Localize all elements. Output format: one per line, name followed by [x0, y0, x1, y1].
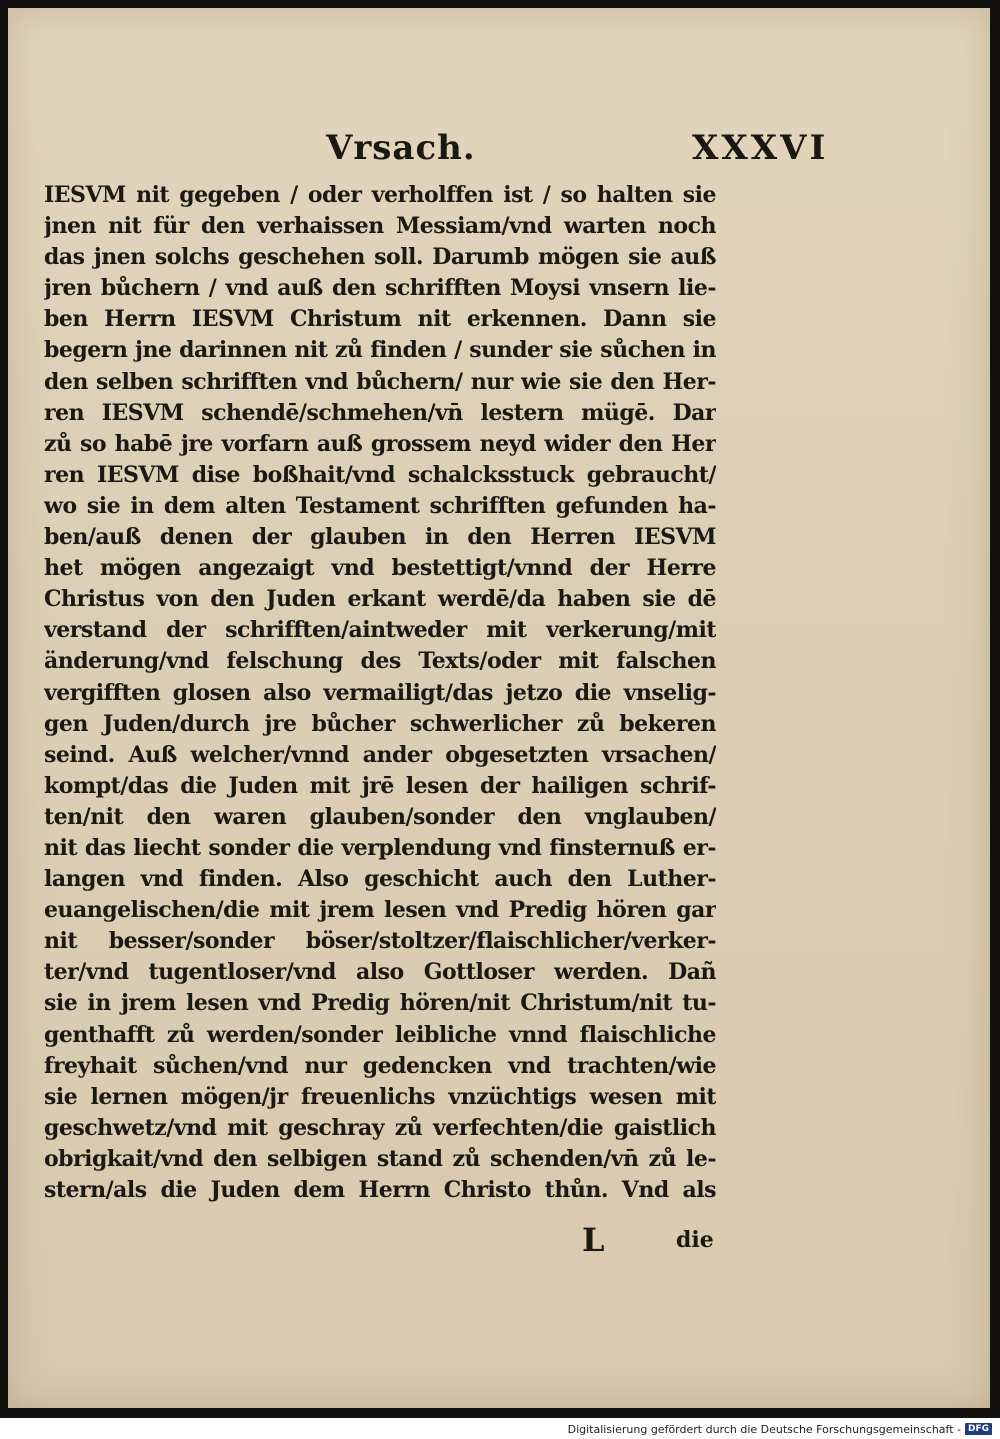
- text-line: wo sie in dem alten Testament schrifften gefunden ha-: [44, 492, 716, 519]
- text-line: zů so habē jre vorfarn auß grossem neyd wider den Her: [44, 430, 716, 457]
- text-line: ben/auß denen der glauben in den Herren IESVM: [44, 524, 716, 551]
- text-line: jren bůchern / vnd auß den schrifften Moysi vnsern lie-: [44, 275, 716, 302]
- text-line: gen Juden/durch jre bůcher schwerlicher zů bekeren: [44, 710, 716, 737]
- text-line: IESVM nit gegeben / oder verholffen ist / so halten sie: [44, 182, 716, 208]
- text-line: ter/vnd tugentloser/vnd also Gottloser werden. Dañ: [44, 959, 716, 986]
- text-line: nit das liecht sonder die verplendung vnd finsternuß er-: [44, 834, 716, 861]
- text-line: ben Herrn IESVM Christum nit erkennen. Dann sie: [44, 306, 716, 333]
- text-line: langen vnd finden. Also geschicht auch den Luther-: [44, 866, 716, 893]
- book-page: [8, 8, 990, 1408]
- text-line: ren IESVM schendē/schmehen/vn̄ lestern mügē. Dar: [44, 399, 716, 426]
- text-line: verstand der schrifften/aintweder mit verkerung/mit: [44, 617, 716, 644]
- catchword: die: [676, 1227, 714, 1253]
- text-line: euangelischen/die mit jrem lesen vnd Predig hören gar: [44, 897, 716, 924]
- text-line: genthafft zů werden/sonder leibliche vnnd flaischliche: [44, 1021, 716, 1048]
- text-line: stern/als die Juden dem Herrn Christo thůn. Vnd als: [44, 1177, 716, 1203]
- text-line: het mögen angezaigt vnd bestettigt/vnnd der Herre: [44, 555, 716, 582]
- text-line: änderung/vnd felschung des Texts/oder mit falschen: [44, 648, 716, 675]
- body-text: [44, 180, 716, 1206]
- text-line: ren IESVM dise boßhait/vnd schalcksstuck gebraucht/: [44, 461, 716, 488]
- text-line: kompt/das die Juden mit jrē lesen der hailigen schrif-: [44, 772, 716, 799]
- text-line: das jnen solchs geschehen soll. Darumb mögen sie auß: [44, 244, 716, 271]
- text-line: den selben schrifften vnd bůchern/ nur wie sie den Her-: [44, 368, 716, 395]
- text-line: seind. Auß welcher/vnnd ander obgesetzten vrsachen/: [44, 741, 716, 768]
- text-line: begern jne darinnen nit zů finden / sunder sie sůchen in: [44, 337, 716, 364]
- text-line: sie in jrem lesen vnd Predig hören/nit Christum/nit tu-: [44, 990, 716, 1017]
- text-line: geschwetz/vnd mit geschray zů verfechten/die gaistlich: [44, 1114, 716, 1141]
- text-line: jnen nit für den verhaissen Messiam/vnd warten noch: [44, 213, 716, 240]
- folio-number: XXXVI: [692, 128, 829, 168]
- text-line: nit besser/sonder böser/stoltzer/flaischlicher/verker-: [44, 928, 716, 955]
- signature-mark: L: [582, 1221, 605, 1259]
- text-line: obrigkait/vnd den selbigen stand zů schenden/vn̄ zů le-: [44, 1145, 716, 1172]
- text-line: vergifften glosen also vermailigt/das jetzo die vnselig-: [44, 679, 716, 706]
- text-line: sie lernen mögen/jr freuenlichs vnzüchtigs wesen mit: [44, 1083, 716, 1110]
- footer-credit: [568, 1421, 992, 1437]
- text-line: ten/nit den waren glauben/sonder den vnglauben/: [44, 803, 716, 830]
- footer-text: Digitalisierung gefördert durch die Deutsche Forschungsgemeinschaft -: [567, 1422, 961, 1436]
- dfg-logo: DFG: [965, 1423, 992, 1435]
- running-header: Vrsach.: [326, 128, 476, 168]
- text-line: Christus von den Juden erkant werdē/da haben sie dē: [44, 586, 716, 613]
- text-line: freyhait sůchen/vnd nur gedencken vnd trachten/wie: [44, 1052, 716, 1079]
